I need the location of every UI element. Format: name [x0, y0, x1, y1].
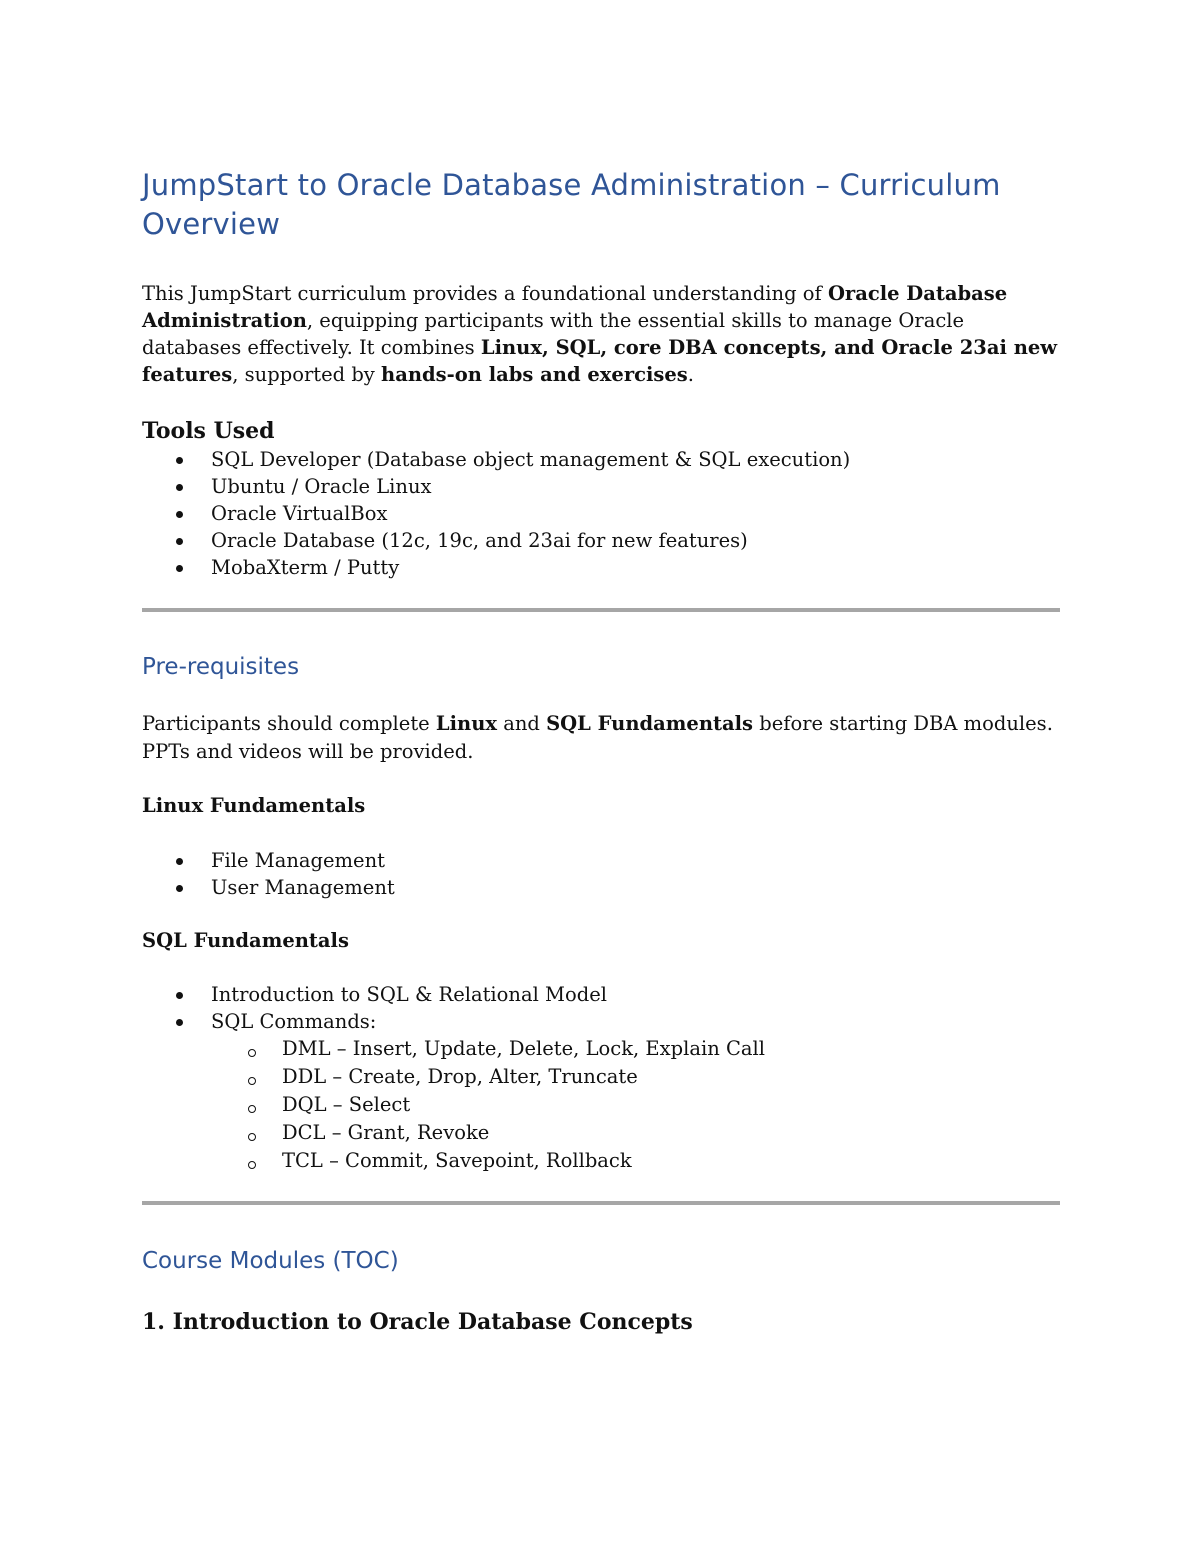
bullet-icon — [176, 858, 183, 865]
circle-bullet-icon — [248, 1077, 256, 1085]
list-item-text: MobaXterm / Putty — [211, 556, 400, 579]
intro-bold-3: hands-on labs and exercises — [381, 363, 688, 386]
list-item-text: User Management — [211, 876, 395, 899]
horizontal-divider — [142, 608, 1060, 612]
intro-text-4: . — [687, 363, 694, 386]
intro-paragraph — [142, 280, 1060, 388]
list-item-text: Introduction to SQL & Relational Model — [211, 983, 607, 1006]
list-item — [142, 446, 1060, 473]
circle-bullet-icon — [248, 1049, 256, 1057]
bullet-icon — [176, 511, 183, 518]
list-item — [142, 500, 1060, 527]
bullet-icon — [176, 1019, 183, 1026]
list-item — [142, 473, 1060, 500]
list-item-text: SQL Developer (Database object management & SQL execution) — [211, 448, 851, 471]
list-item-text: Oracle VirtualBox — [211, 502, 388, 525]
list-item — [142, 874, 1060, 901]
prereq-text-2: and — [497, 712, 547, 735]
list-item — [142, 1063, 1060, 1091]
list-item-text: DCL – Grant, Revoke — [282, 1121, 490, 1144]
list-item — [142, 1091, 1060, 1119]
prereq-bold-1: Linux — [435, 712, 498, 735]
list-item-text: Oracle Database (12c, 19c, and 23ai for new features) — [211, 529, 748, 552]
sql-heading: SQL Fundamentals — [142, 929, 349, 952]
bullet-icon — [176, 538, 183, 545]
intro-text-2: , equipping participants with the essential skills to manage Oracle databases effectively. It combines — [142, 309, 965, 359]
horizontal-divider — [142, 1201, 1060, 1205]
intro-bold-2: Linux, SQL, core DBA concepts, and Oracle 23ai new features — [142, 336, 1058, 386]
prereq-heading: Pre-requisites — [142, 654, 300, 680]
tools-heading: Tools Used — [142, 418, 275, 444]
prereq-bold-2: SQL Fundamentals — [546, 712, 754, 735]
document-title: JumpStart to Oracle Database Administration – Curriculum Overview — [142, 168, 1001, 241]
list-item — [142, 981, 1060, 1008]
circle-bullet-icon — [248, 1161, 256, 1169]
list-item-text: DML – Insert, Update, Delete, Lock, Explain Call — [282, 1037, 765, 1060]
list-item — [142, 1008, 1060, 1035]
prereq-text-1: Participants should complete — [142, 712, 436, 735]
document-page — [142, 158, 1060, 1337]
bullet-icon — [176, 992, 183, 999]
bullet-icon — [176, 484, 183, 491]
list-item-text: File Management — [211, 849, 385, 872]
circle-bullet-icon — [248, 1105, 256, 1113]
tools-list — [142, 446, 1060, 581]
prereq-text-3: before starting DBA modules. PPTs and videos will be provided. — [142, 712, 1053, 763]
bullet-icon — [176, 885, 183, 892]
linux-heading: Linux Fundamentals — [142, 794, 366, 817]
list-item-text: SQL Commands: — [211, 1010, 377, 1033]
list-item-text: DDL – Create, Drop, Alter, Truncate — [282, 1065, 638, 1088]
list-item-text: DQL – Select — [282, 1093, 411, 1116]
list-item — [142, 847, 1060, 874]
bullet-icon — [176, 565, 183, 572]
list-item — [142, 1147, 1060, 1175]
list-item — [142, 1119, 1060, 1147]
circle-bullet-icon — [248, 1133, 256, 1141]
list-item — [142, 554, 1060, 581]
list-item — [142, 527, 1060, 554]
sql-list — [142, 981, 1060, 1035]
modules-heading: Course Modules (TOC) — [142, 1248, 399, 1274]
linux-list — [142, 847, 1060, 901]
module-1-heading: 1. Introduction to Oracle Database Concepts — [142, 1309, 693, 1335]
bullet-icon — [176, 457, 183, 464]
sql-commands-list — [142, 1035, 1060, 1175]
list-item — [142, 1035, 1060, 1063]
intro-text-3: , supported by — [232, 363, 382, 386]
list-item-text: TCL – Commit, Savepoint, Rollback — [282, 1149, 632, 1172]
list-item-text: Ubuntu / Oracle Linux — [211, 475, 432, 498]
intro-bold-1: Oracle Database Administration — [142, 282, 1008, 332]
prereq-paragraph — [142, 710, 1060, 766]
intro-text-1: This JumpStart curriculum provides a foundational understanding of — [142, 282, 828, 305]
